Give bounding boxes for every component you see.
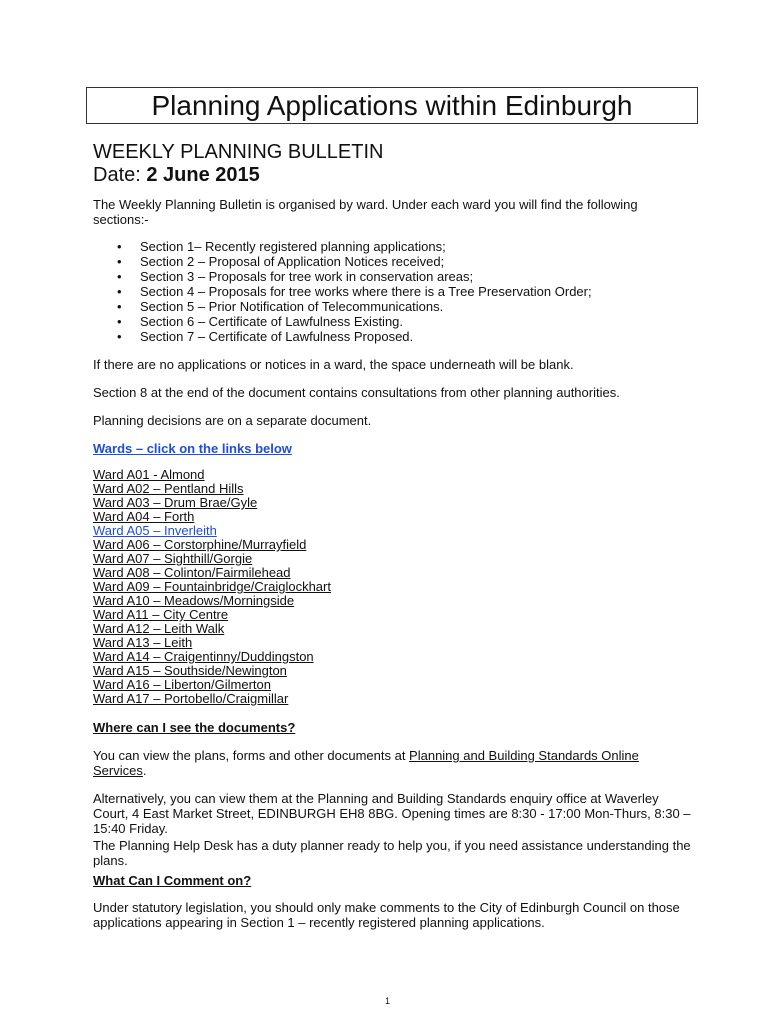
ward-link[interactable]: Ward A03 – Drum Brae/Gyle (93, 495, 258, 510)
bulletin-date (93, 164, 260, 187)
where-heading: Where can I see the documents? (93, 720, 296, 735)
ward-link[interactable]: Ward A11 – City Centre (93, 607, 229, 622)
comment-paragraph: Under statutory legislation, you should only make comments to the City of Edinburgh Council on those applications appearing in Section 1 – recently registered planning applications. (93, 900, 680, 930)
ward-link[interactable]: Ward A13 – Leith (93, 635, 193, 650)
ward-link[interactable]: Ward A10 – Meadows/Morningside (93, 593, 295, 608)
intro-paragraph: The Weekly Planning Bulletin is organised by ward. Under each ward you will find the following sections:- (93, 197, 638, 227)
online-services-link[interactable]: Planning and Building Standards Online Services (93, 748, 639, 778)
section8-note: Section 8 at the end of the document contains consultations from other planning authorities. (93, 385, 620, 400)
ward-link[interactable]: Ward A15 – Southside/Newington (93, 663, 287, 678)
ward-link[interactable]: Ward A02 – Pentland Hills (93, 481, 244, 496)
ward-link[interactable]: Ward A07 – Sighthill/Gorgie (93, 551, 253, 566)
section-item: • Section 7 – Certificate of Lawfulness Proposed. (93, 329, 592, 344)
date-label: Date: (93, 164, 147, 186)
no-applications-note: If there are no applications or notices in a ward, the space underneath will be blank. (93, 357, 574, 372)
section-item: • Section 3 – Proposals for tree work in conservation areas; (93, 269, 592, 284)
decisions-note: Planning decisions are on a separate document. (93, 413, 372, 428)
section-item: • Section 6 – Certificate of Lawfulness Existing. (93, 314, 592, 329)
view-online-text: You can view the plans, forms and other documents at (93, 748, 410, 763)
sections-list (93, 239, 592, 344)
wards-list (93, 468, 331, 706)
ward-link[interactable]: Ward A16 – Liberton/Gilmerton (93, 677, 271, 692)
ward-link[interactable]: Ward A06 – Corstorphine/Murrayfield (93, 537, 307, 552)
help-desk-paragraph: The Planning Help Desk has a duty planner ready to help you, if you need assistance understanding the plans. (93, 838, 691, 868)
date-value: 2 June 2015 (146, 164, 260, 186)
ward-link[interactable]: Ward A12 – Leith Walk (93, 621, 225, 636)
ward-link[interactable]: Ward A09 – Fountainbridge/Craiglockhart (93, 579, 331, 594)
section-item: • Section 2 – Proposal of Application Notices received; (93, 254, 592, 269)
ward-link[interactable]: Ward A01 - Almond (93, 467, 205, 482)
ward-link[interactable]: Ward A05 – Inverleith (93, 523, 217, 538)
alternative-paragraph: Alternatively, you can view them at the Planning and Building Standards enquiry office at Waverley Court, 4 East Market Street, EDINBURGH EH8 8BG. Opening times are 8:30 - 17:00 Mon-Thurs, 8:30 – 15:40 Friday. (93, 791, 691, 836)
bulletin-subtitle: WEEKLY PLANNING BULLETIN (93, 141, 384, 163)
view-online-end: . (142, 763, 147, 778)
comment-heading: What Can I Comment on? (93, 873, 252, 888)
ward-link[interactable]: Ward A08 – Colinton/Fairmilehead (93, 565, 291, 580)
document-title: Planning Applications within Edinburgh (86, 87, 698, 124)
view-online-paragraph (93, 748, 693, 778)
section-item: • Section 5 – Prior Notification of Telecommunications. (93, 299, 592, 314)
ward-link[interactable]: Ward A04 – Forth (93, 509, 195, 524)
ward-link[interactable]: Ward A14 – Craigentinny/Duddingston (93, 649, 314, 664)
page-number: 1 (385, 996, 391, 1006)
section-item: • Section 4 – Proposals for tree works where there is a Tree Preservation Order; (93, 284, 592, 299)
ward-link[interactable]: Ward A17 – Portobello/Craigmillar (93, 691, 289, 706)
section-item: • Section 1– Recently registered planning applications; (93, 239, 592, 254)
wards-heading: Wards – click on the links below (93, 441, 292, 456)
